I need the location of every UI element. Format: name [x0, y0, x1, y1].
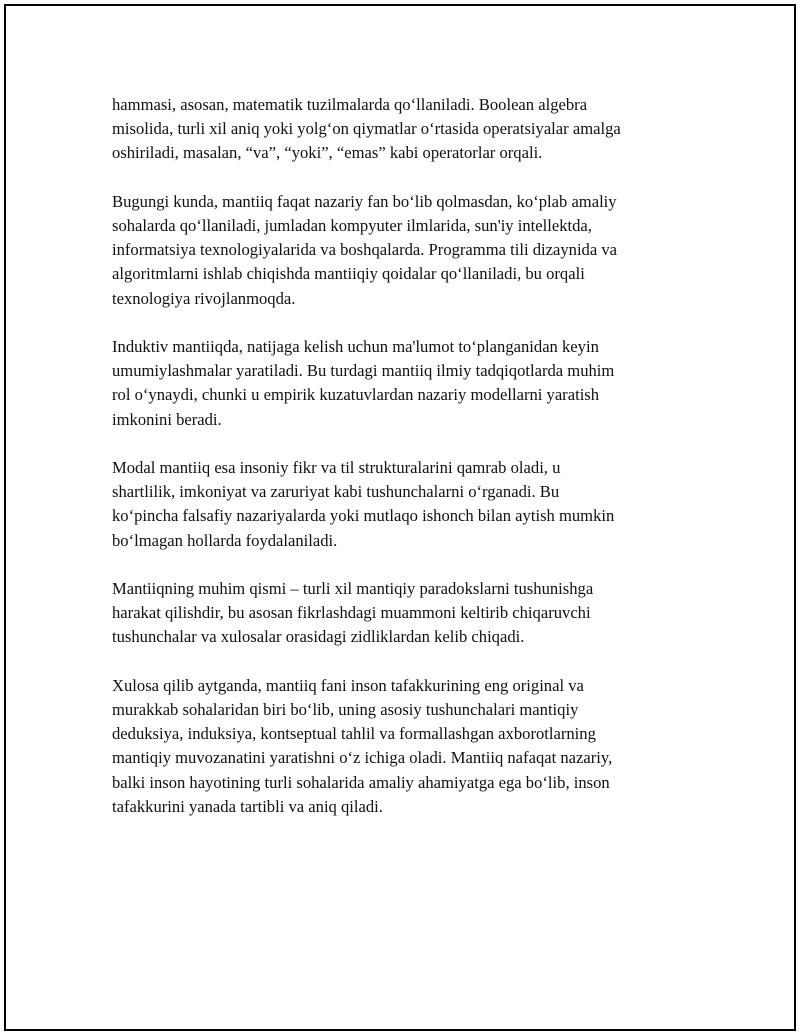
- paragraph-inductive-logic: [112, 335, 692, 432]
- paragraph-conclusion: [112, 674, 692, 819]
- paragraph-line: sohalarda qo‘llaniladi, jumladan kompyuter ilmlarida, sun'iy intellektda,: [112, 216, 592, 235]
- paragraph-line: Induktiv mantiiqda, natijaga kelish uchun ma'lumot to‘planganidan keyin: [112, 337, 599, 356]
- paragraph-line: misolida, turli xil aniq yoki yolg‘on qiymatlar o‘rtasida operatsiyalar amalga: [112, 119, 621, 139]
- paragraph-line: murakkab sohalaridan biri bo‘lib, uning asosiy tushunchalari mantiqiy: [112, 700, 579, 719]
- document-body: [112, 93, 692, 843]
- paragraph-modal-logic: [112, 456, 692, 553]
- paragraph-line: balki inson hayotining turli sohalarida amaliy ahamiyatga ega bo‘lib, inson: [112, 772, 610, 792]
- paragraph-line: informatsiya texnologiyalarida va boshqalarda. Programma tili dizaynida va: [112, 240, 618, 260]
- paragraph-line: Mantiiqning muhim qismi – turli xil mantiqiy paradokslarni tushunishga: [112, 579, 594, 598]
- paragraph-line: Bugungi kunda, mantiiq faqat nazariy fan bo‘lib qolmasdan, ko‘plab amaliy: [112, 191, 617, 211]
- paragraph-line: hammasi, asosan, matematik tuzilmalarda qo‘llaniladi. Boolean algebra: [112, 95, 588, 114]
- paragraph-line: algoritmlarni ishlab chiqishda mantiiqiy qoidalar qo‘llaniladi, bu orqali: [112, 264, 585, 284]
- paragraph-line: oshiriladi, masalan, “va”, “yoki”, “emas” kabi operatorlar orqali.: [112, 143, 543, 163]
- paragraph-line: umumiylashmalar yaratiladi. Bu turdagi mantiiq ilmiy tadqiqotlarda muhim: [112, 361, 615, 381]
- paragraph-line: texnologiya rivojlanmoqda.: [112, 288, 296, 308]
- paragraph-line: harakat qilishdir, bu asosan fikrlashdagi muammoni keltirib chiqaruvchi: [112, 603, 591, 623]
- paragraph-line: deduksiya, induksiya, kontseptual tahlil va formallashgan axborotlarning: [112, 724, 596, 744]
- paragraph-line: imkonini beradi.: [112, 409, 222, 429]
- paragraph-line: bo‘lmagan hollarda foydalaniladi.: [112, 530, 338, 550]
- paragraph-line: tafakkurini yanada tartibli va aniq qiladi.: [112, 796, 383, 816]
- paragraph-paradoxes: [112, 577, 692, 650]
- paragraph-line: ko‘pincha falsafiy nazariyalarda yoki mutlaqo ishonch bilan aytish mumkin: [112, 506, 615, 526]
- paragraph-line: rol o‘ynaydi, chunki u empirik kuzatuvlardan nazariy modellarni yaratish: [112, 385, 600, 405]
- paragraph-line: mantiqiy muvozanatini yaratishni o‘z ichiga oladi. Mantiiq nafaqat nazariy,: [112, 748, 613, 768]
- paragraph-boolean-algebra: [112, 93, 692, 166]
- paragraph-line: tushunchalar va xulosalar orasidagi zidliklardan kelib chiqadi.: [112, 627, 525, 647]
- paragraph-line: Xulosa qilib aytganda, mantiiq fani inson tafakkurining eng original va: [112, 675, 584, 695]
- paragraph-line: shartlilik, imkoniyat va zaruriyat kabi tushunchalarni o‘rganadi. Bu: [112, 482, 560, 502]
- paragraph-line: Modal mantiiq esa insoniy fikr va til strukturalarini qamrab oladi, u: [112, 458, 561, 477]
- paragraph-applications: [112, 190, 692, 311]
